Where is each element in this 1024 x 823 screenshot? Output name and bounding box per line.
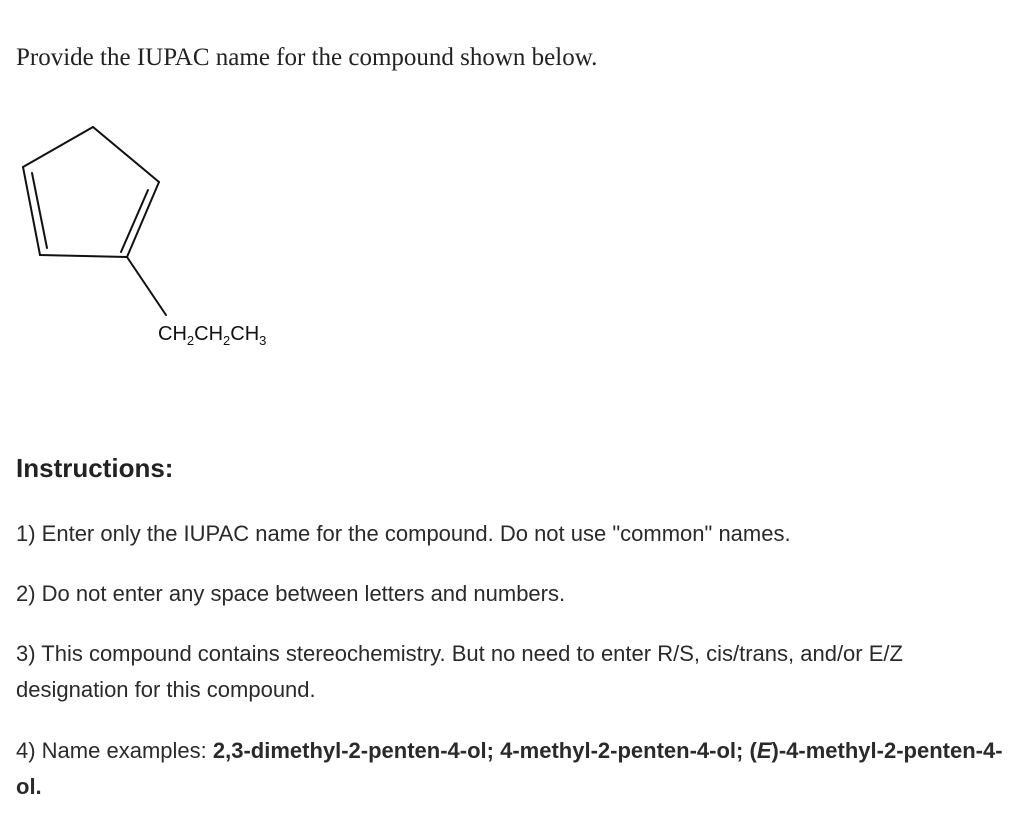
bond-right-double xyxy=(121,190,148,252)
bond-top-right xyxy=(93,127,159,182)
bond-right xyxy=(127,182,159,257)
propyl-substituent-label: $CH_2CH_2CH_3$ xyxy=(158,323,267,348)
instructions-heading: Instructions: xyxy=(16,453,174,483)
example-name-1: 2,3-dimethyl-2-penten-4-ol; xyxy=(212,738,494,763)
bond-left xyxy=(23,167,40,255)
question-text: Provide the IUPAC name for the compound shown below. xyxy=(16,44,598,71)
instruction-item-3: 3) This compound contains stereochemistry. But no need to enter R/S, cis/trans, and/or E/Z designation for this compound. xyxy=(16,641,903,702)
bond-substituent xyxy=(127,257,166,315)
example-name-2: 4-methyl-2-penten-4-ol; xyxy=(500,738,744,763)
ring-bonds xyxy=(23,127,166,315)
example-name-3: (E)-4-methyl-2-penten-4-ol. xyxy=(16,738,1003,799)
bond-top-left xyxy=(23,127,93,167)
bond-left-double xyxy=(32,173,47,248)
bond-bottom xyxy=(40,255,127,257)
examples-prefix: 4) Name examples: xyxy=(16,738,213,763)
instruction-item-4 xyxy=(16,733,1006,805)
cyclopentadiene-structure xyxy=(0,110,340,360)
instruction-item-1: 1) Enter only the IUPAC name for the compound. Do not use "common" names. xyxy=(16,521,791,546)
instruction-item-2: 2) Do not enter any space between letters and numbers. xyxy=(16,581,566,606)
